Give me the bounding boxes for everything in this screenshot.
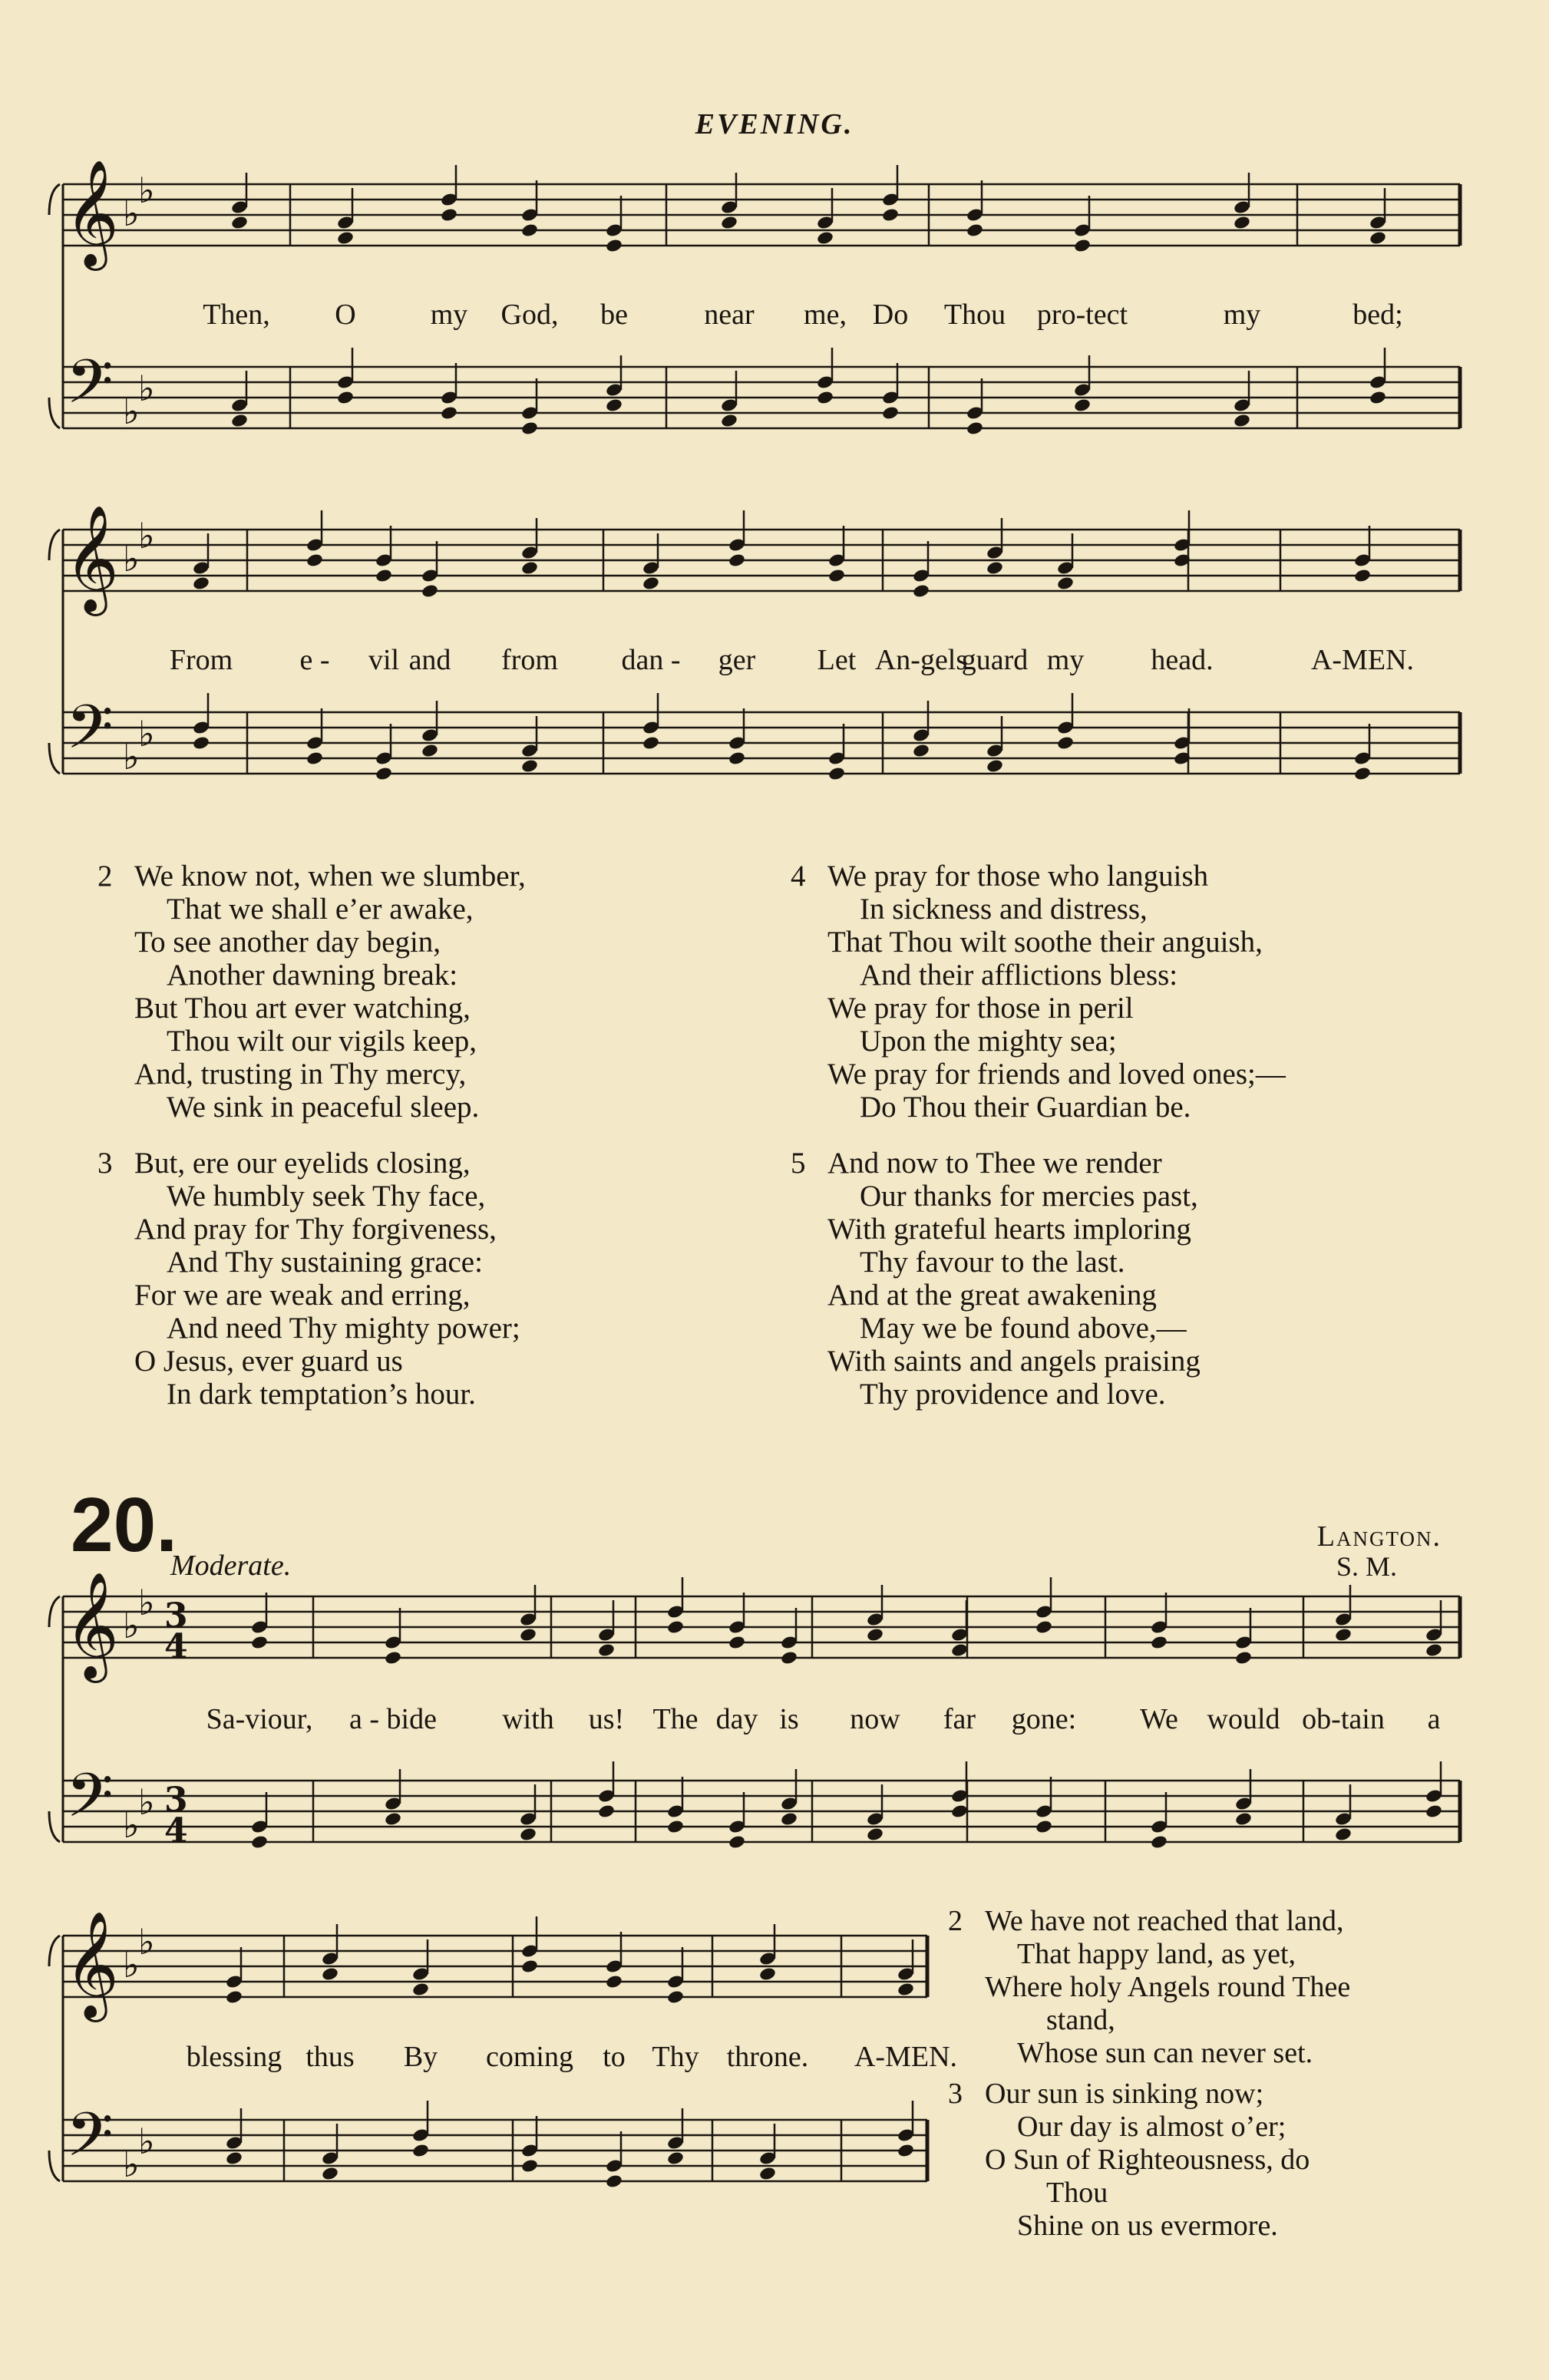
lyric-syllable: a [1427, 1703, 1441, 1735]
lyric-syllable: Then, [203, 299, 270, 331]
note-head [1233, 413, 1251, 428]
lyric-syllable: and [408, 644, 451, 676]
lyric-syllable: near [704, 299, 755, 331]
flat-icon: ♭ [123, 193, 140, 234]
verse-number: 2 [948, 1905, 963, 1937]
note-head [519, 1827, 537, 1842]
note-head [816, 390, 834, 405]
flat-icon: ♭ [138, 1781, 155, 1823]
verse-line: And at the great awakening [827, 1279, 1157, 1312]
note-head [720, 413, 738, 428]
note-head [1234, 1811, 1253, 1827]
note-head [1369, 390, 1387, 405]
note-head [1056, 576, 1075, 591]
lyric-syllable: ob-tain [1302, 1703, 1385, 1735]
verse-line: Where holy Angels round Thee [985, 1971, 1351, 2003]
note-head [758, 1966, 777, 1982]
note-head [881, 405, 900, 421]
lyric-syllable: my [1046, 644, 1085, 676]
verse-line: May we be found above,— [860, 1312, 1187, 1345]
verse-line: We pray for those in peril [827, 992, 1134, 1025]
note-head [384, 1811, 402, 1827]
flat-icon: ♭ [123, 1605, 140, 1646]
lyric-syllable: is [779, 1703, 799, 1735]
note-head [375, 766, 393, 781]
lyric-syllable: dan - [621, 644, 681, 676]
lyric-syllable: thus [306, 2041, 355, 2073]
verse-line: Thy providence and love. [860, 1378, 1166, 1411]
note-head [986, 758, 1004, 774]
note-head [192, 735, 210, 751]
note-head [384, 1650, 402, 1665]
treble-clef-icon: 𝄞 [64, 1911, 119, 2018]
note-head [225, 1989, 243, 2005]
flat-icon: ♭ [138, 1582, 155, 1623]
verse-line: Our day is almost o’er; [1017, 2111, 1286, 2143]
note-head [520, 421, 539, 436]
note-head [192, 576, 210, 591]
note-head [1334, 1827, 1352, 1842]
verses-left [97, 860, 526, 1434]
treble-clef-icon: 𝄞 [64, 1572, 119, 1679]
lyric-syllable: guard [961, 644, 1029, 676]
note-head [728, 1635, 746, 1650]
note-head [666, 2151, 685, 2166]
verse-line: In dark temptation’s hour. [167, 1378, 476, 1411]
note-head [306, 751, 324, 766]
note-head [1353, 766, 1372, 781]
bass-clef-icon: 𝄢 [66, 692, 114, 777]
verse-line: Upon the mighty sea; [860, 1025, 1117, 1058]
lyric-syllable: to [603, 2041, 626, 2073]
hymn20-verses [948, 1905, 1351, 2266]
note-head [1056, 735, 1075, 751]
flat-icon: ♭ [123, 736, 140, 777]
lyric-syllable: coming [486, 2041, 573, 2073]
lyric-syllable: By [403, 2041, 438, 2073]
note-head [597, 1642, 616, 1658]
note-head [666, 1819, 685, 1834]
verse-line: Whose sun can never set. [1017, 2037, 1313, 2069]
note-head [520, 2158, 539, 2174]
flat-icon: ♭ [123, 2144, 140, 2185]
note-head [440, 405, 458, 421]
verse-2 [948, 1905, 1351, 2070]
note-head [720, 215, 738, 230]
verse-line: That Thou wilt soothe their anguish, [827, 926, 1263, 959]
note-head [642, 735, 660, 751]
verse-line: And their afflictions bless: [860, 959, 1178, 992]
note-head [827, 568, 846, 583]
verse-2 [97, 860, 526, 1124]
note-head [1334, 1627, 1352, 1642]
note-head [230, 413, 249, 428]
verse-line: But Thou art ever watching, [134, 992, 471, 1025]
note-head [306, 553, 324, 568]
lyrics-line-1 [0, 298, 1549, 336]
note-head [881, 207, 900, 223]
note-head [666, 1989, 685, 2005]
lyric-syllable: A-MEN. [1310, 644, 1415, 676]
verse-line: stand, [1046, 2004, 1115, 2036]
note-head [605, 2174, 623, 2189]
note-head [986, 560, 1004, 576]
time-signature: 4 [164, 1627, 188, 1666]
verse-line: And pray for Thy forgiveness, [134, 1213, 497, 1246]
note-head [758, 2166, 777, 2181]
verse-line: Thou wilt our vigils keep, [167, 1025, 477, 1058]
verse-line: We sink in peaceful sleep. [167, 1091, 480, 1124]
hymn-number: 20. [71, 1482, 178, 1568]
note-head [728, 751, 746, 766]
note-head [1150, 1635, 1168, 1650]
tempo-marking: Moderate. [170, 1550, 292, 1582]
meter: S. M. [1336, 1551, 1397, 1582]
verses-right [791, 860, 1286, 1434]
lyric-syllable: From [169, 644, 233, 676]
flat-icon: ♭ [138, 515, 155, 556]
lyric-syllable: be [600, 299, 628, 331]
verse-line: But, ere our eyelids closing, [134, 1147, 471, 1180]
note-head [780, 1811, 798, 1827]
note-head [421, 583, 439, 599]
time-signature: 3 [164, 1596, 188, 1636]
lyric-syllable: head. [1151, 644, 1214, 676]
lyric-syllable: us! [588, 1703, 625, 1735]
time-signature: 4 [164, 1811, 188, 1850]
lyric-syllable: with [502, 1703, 554, 1735]
verse-number: 2 [97, 860, 113, 893]
note-head [411, 2143, 430, 2158]
verse-line: And Thy sustaining grace: [167, 1246, 483, 1279]
lyric-syllable: Thou [943, 299, 1006, 331]
note-head [321, 1966, 339, 1982]
note-head [225, 2151, 243, 2166]
verse-line: O Sun of Righteousness, do [985, 2144, 1310, 2176]
verse-3 [948, 2078, 1350, 2243]
lyric-syllable: from [501, 644, 558, 676]
verse-line: Do Thou their Guardian be. [860, 1091, 1191, 1124]
note-head [1425, 1804, 1443, 1819]
verse-line: Thy favour to the last. [860, 1246, 1125, 1279]
verse-number: 3 [948, 2078, 963, 2110]
note-head [375, 568, 393, 583]
flat-icon: ♭ [123, 391, 140, 432]
lyric-syllable: blessing [186, 2041, 282, 2073]
bass-clef-icon: 𝄢 [66, 2099, 114, 2185]
verse-line: We pray for friends and loved ones;— [827, 1058, 1286, 1091]
note-head [966, 421, 984, 436]
treble-clef-icon: 𝄞 [64, 160, 119, 266]
note-head [520, 223, 539, 238]
note-head [1035, 1619, 1053, 1635]
note-head [666, 1619, 685, 1635]
note-head [950, 1642, 969, 1658]
note-head [912, 583, 930, 599]
lyric-syllable: now [850, 1703, 900, 1735]
tune-name: Langton. [1316, 1520, 1442, 1553]
note-head [1073, 238, 1092, 253]
verse-5 [791, 1147, 1286, 1411]
note-head [519, 1627, 537, 1642]
note-head [780, 1650, 798, 1665]
note-head [897, 1982, 915, 1997]
note-head [966, 223, 984, 238]
note-head [250, 1635, 269, 1650]
lyric-syllable: throne. [726, 2041, 809, 2073]
verse-line: We humbly seek Thy face, [167, 1180, 486, 1213]
time-signature: 3 [164, 1781, 188, 1820]
verse-line: That we shall e’er awake, [167, 893, 474, 926]
verse-line: Thou [1046, 2177, 1108, 2209]
note-head [411, 1982, 430, 1997]
note-head [520, 560, 539, 576]
verse-3 [97, 1147, 526, 1411]
note-head [230, 215, 249, 230]
lyric-syllable: gone: [1011, 1703, 1077, 1735]
note-head [950, 1804, 969, 1819]
note-head [912, 743, 930, 758]
note-head [866, 1827, 884, 1842]
lyric-syllable: O [335, 299, 356, 331]
verse-line: We know not, when we slumber, [134, 860, 526, 893]
lyric-syllable: Let [817, 644, 857, 676]
verse-line: Our sun is sinking now; [985, 2078, 1264, 2110]
lyrics-line-2 [0, 643, 1549, 682]
verse-4 [791, 860, 1286, 1124]
lyric-syllable: would [1207, 1703, 1280, 1735]
note-head [866, 1627, 884, 1642]
note-head [827, 766, 846, 781]
verse-line: That happy land, as yet, [1017, 1938, 1296, 1970]
note-head [440, 207, 458, 223]
note-head [1150, 1834, 1168, 1850]
note-head [336, 390, 355, 405]
bass-clef-icon: 𝄢 [66, 346, 114, 432]
verse-line: And, trusting in Thy mercy, [134, 1058, 467, 1091]
verse-line: For we are weak and erring, [134, 1279, 471, 1312]
note-head [1369, 230, 1387, 246]
lyric-syllable: Thy [652, 2041, 699, 2073]
lyrics-line-3 [0, 1702, 1549, 1741]
note-head [605, 238, 623, 253]
lyric-syllable: my [430, 299, 468, 331]
verse-number: 3 [97, 1147, 113, 1180]
lyric-syllable: Sa-viour, [206, 1703, 313, 1735]
note-head [728, 553, 746, 568]
note-head [1353, 568, 1372, 583]
flat-icon: ♭ [138, 2121, 155, 2162]
lyric-syllable: The [652, 1703, 699, 1735]
verse-number: 5 [791, 1147, 806, 1180]
note-head [1234, 1650, 1253, 1665]
lyric-syllable: Do [872, 299, 909, 331]
flat-icon: ♭ [138, 713, 155, 754]
verse-line: In sickness and distress, [860, 893, 1148, 926]
lyric-syllable: my [1223, 299, 1261, 331]
verse-line: Another dawning break: [167, 959, 458, 992]
lyric-syllable: We [1140, 1703, 1178, 1735]
verse-line: With saints and angels praising [827, 1345, 1201, 1378]
lyric-syllable: e - [299, 644, 330, 676]
verse-line: With grateful hearts imploring [827, 1213, 1191, 1246]
verse-line: Shine on us evermore. [1017, 2210, 1278, 2242]
note-head [1425, 1642, 1443, 1658]
treble-clef-icon: 𝄞 [64, 505, 119, 612]
verse-line: And need Thy mighty power; [167, 1312, 520, 1345]
note-head [1233, 215, 1251, 230]
lyric-syllable: A-MEN. [854, 2041, 958, 2073]
flat-icon: ♭ [138, 368, 155, 409]
note-head [250, 1834, 269, 1850]
verse-number: 4 [791, 860, 806, 893]
note-head [605, 1974, 623, 1989]
lyric-syllable: far [943, 1703, 976, 1735]
note-head [597, 1804, 616, 1819]
verse-line: And now to Thee we render [827, 1147, 1162, 1180]
lyric-syllable: a - bide [349, 1703, 437, 1735]
note-head [728, 1834, 746, 1850]
bass-clef-icon: 𝄢 [66, 1760, 114, 1846]
verse-line: O Jesus, ever guard us [134, 1345, 403, 1378]
verse-line: We have not reached that land, [985, 1905, 1344, 1937]
note-head [1035, 1819, 1053, 1834]
lyric-syllable: ger [718, 644, 756, 676]
note-head [321, 2166, 339, 2181]
running-title: EVENING. [695, 108, 854, 140]
note-head [605, 398, 623, 413]
note-head [520, 1959, 539, 1974]
lyric-syllable: God, [500, 299, 559, 331]
flat-icon: ♭ [123, 538, 140, 579]
note-head [336, 230, 355, 246]
lyric-syllable: me, [804, 299, 847, 331]
flat-icon: ♭ [138, 170, 155, 211]
note-head [1073, 398, 1092, 413]
verse-line: To see another day begin, [134, 926, 441, 959]
verse-line: We pray for those who languish [827, 860, 1209, 893]
note-head [897, 2143, 915, 2158]
note-head [520, 758, 539, 774]
note-head [421, 743, 439, 758]
verse-line: Our thanks for mercies past, [860, 1180, 1198, 1213]
lyric-syllable: An-gels [874, 644, 968, 676]
note-head [816, 230, 834, 246]
flat-icon: ♭ [123, 1804, 140, 1846]
note-head [642, 576, 660, 591]
flat-icon: ♭ [123, 1944, 140, 1986]
lyric-syllable: day [715, 1703, 758, 1735]
flat-icon: ♭ [138, 1921, 155, 1962]
lyric-syllable: pro-tect [1036, 299, 1128, 331]
lyric-syllable: bed; [1352, 299, 1403, 331]
lyric-syllable: vil [368, 644, 400, 676]
